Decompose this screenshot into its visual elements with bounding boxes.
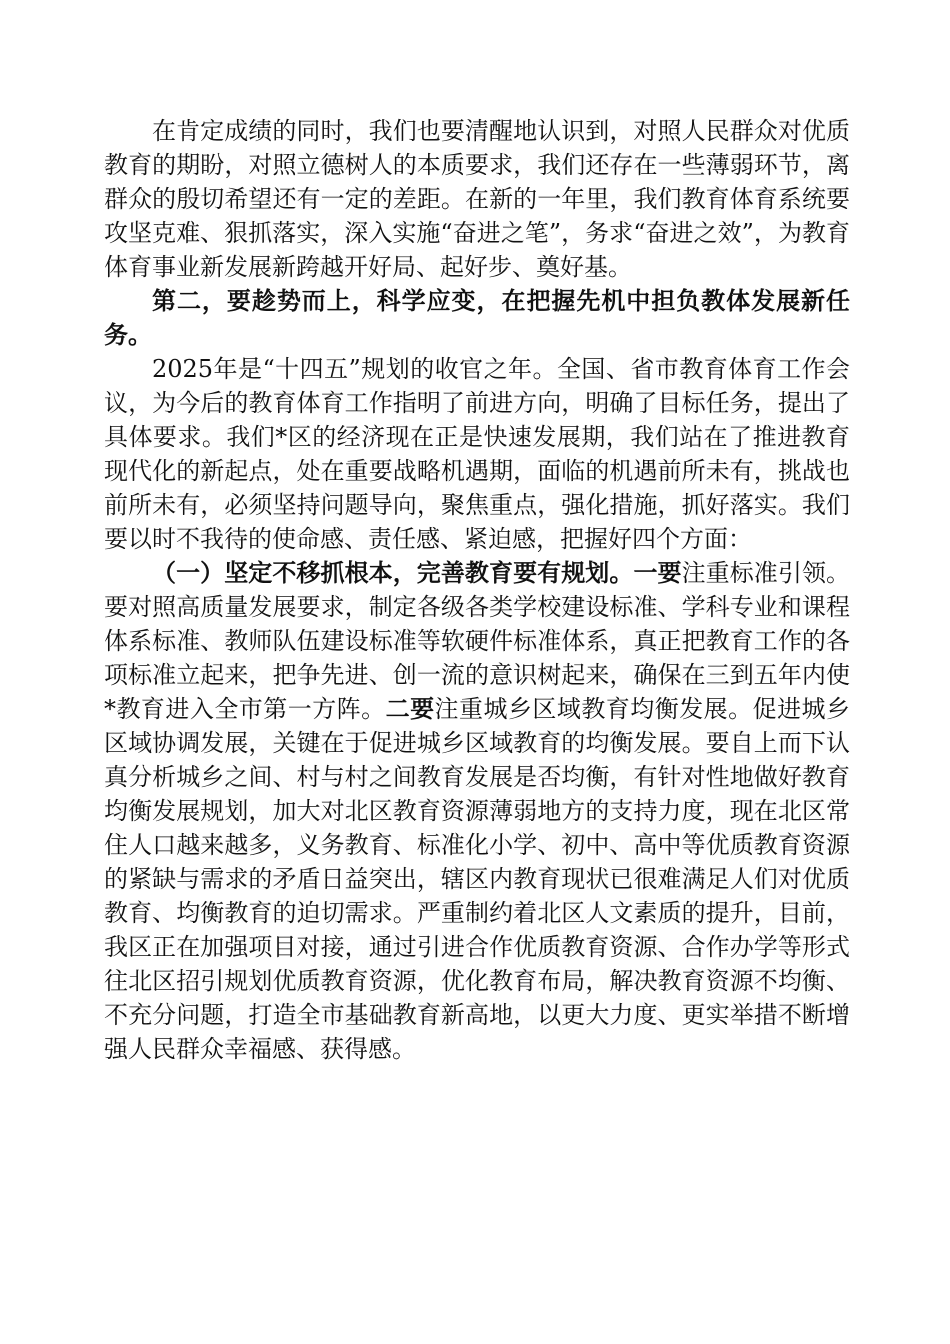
point-one-label: 一要 [633, 559, 682, 587]
point-two-label: 二要 [385, 695, 435, 723]
paragraph-fundamental-planning [104, 556, 850, 1066]
section-heading-second: 第二，要趁势而上，科学应变，在把握先机中担负教体发展新任务。 [104, 287, 850, 349]
document-page [104, 114, 850, 1066]
point-two-text: 注重城乡区域教育均衡发展。促进城乡区域协调发展，关键在于促进城乡区域教育的均衡发展。要自上而下认真分析城乡之间、村与村之间教育发展是否均衡，有针对性地做好教育均衡发展规划，加大对北区教育资源薄弱地方的支持力度，现在北区常住人口越来越多，义务教育、标准化小学、初中、高中等优质教育资源的紧缺与需求的矛盾日益突出，辖区内教育现状已很难满足人们对优质教育、均衡教育的迫切需求。严重制约着北区人文素质的提升，目前，我区正在加强项目对接，通过引进合作优质教育资源、合作办学等形式往北区招引规划优质教育资源，优化教育布局，解决教育资源不均衡、不充分问题，打造全市基础教育新高地，以更大力度、更实举措不断增强人民群众幸福感、获得感。 [104, 695, 851, 1063]
subsection-heading-one: （一）坚定不移抓根本，完善教育要有规划。 [152, 559, 634, 587]
paragraph-2025-plan: 2025年是“十四五”规划的收官之年。全国、省市教育体育工作会议，为今后的教育体育工作指明了前进方向，明确了目标任务，提出了具体要求。我们*区的经济现在正是快速发展期，我们站在了推进教育现代化的新起点，处在重要战略机遇期，面临的机遇前所未有，挑战也前所未有，必须坚持问题导向，聚焦重点，强化措施，抓好落实。我们要以时不我待的使命感、责任感、紧迫感，把握好四个方面： [104, 355, 850, 553]
paragraph-achievements-gap: 在肯定成绩的同时，我们也要清醒地认识到，对照人民群众对优质教育的期盼，对照立德树人的本质要求，我们还存在一些薄弱环节，离群众的殷切希望还有一定的差距。在新的一年里，我们教育体育系统要攻坚克难、狠抓落实，深入实施“奋进之笔”，务求“奋进之效”，为教育体育事业新发展新跨越开好局、起好步、奠好基。 [104, 117, 850, 281]
point-one-text: 注重标准引领。要对照高质量发展要求，制定各级各类学校建设标准、学科专业和课程体系标准、教师队伍建设标准等软硬件标准体系，真正把教育工作的各项标准立起来，把争先进、创一流的意识树起来，确保在三到五年内使*教育进入全市第一方阵。 [104, 559, 851, 723]
